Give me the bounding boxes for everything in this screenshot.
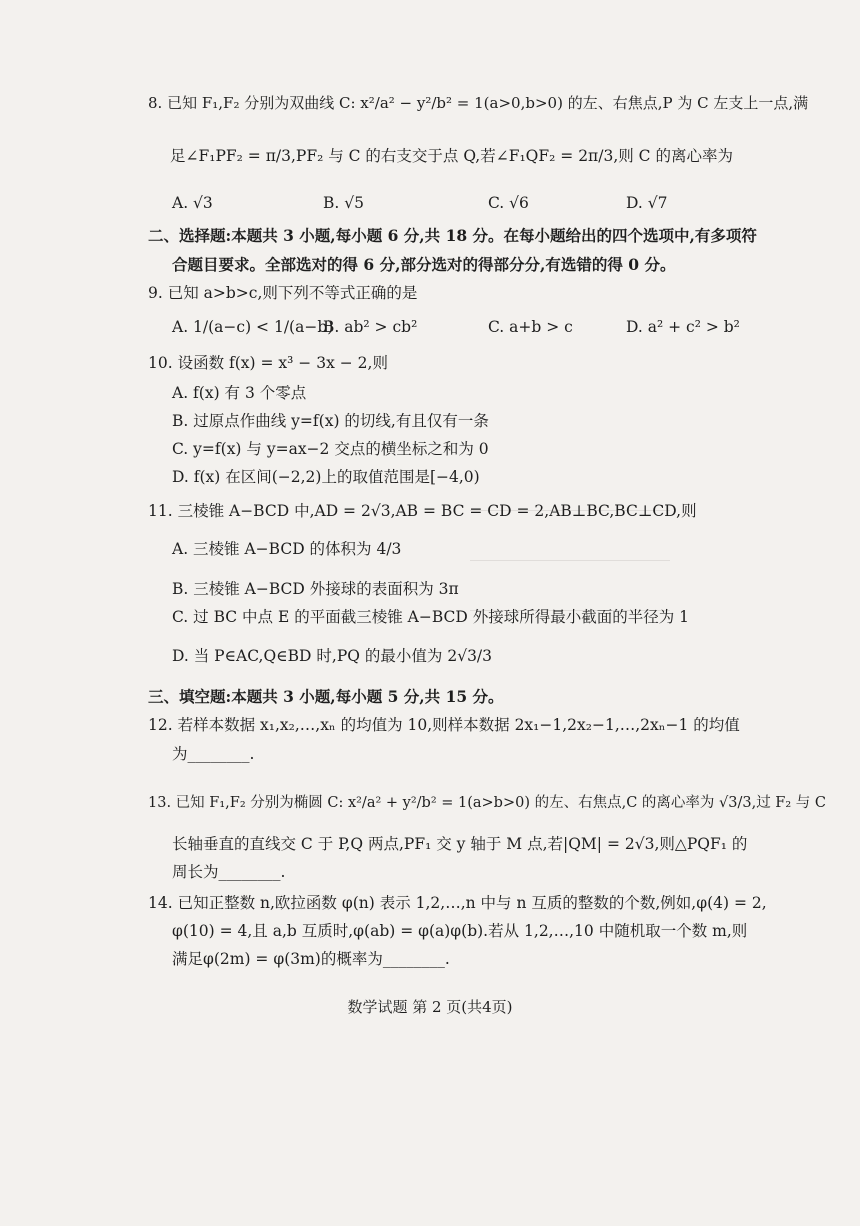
q14-line3: 满足φ(2m) = φ(3m)的概率为________. — [172, 950, 450, 968]
section2-heading-line1: 二、选择题:本题共 3 小题,每小题 6 分,共 18 分。在每小题给出的四个选项中,有多项符 — [148, 226, 757, 245]
q8-option-d: D. √7 — [626, 194, 668, 212]
q11-option-c: C. 过 BC 中点 E 的平面截三棱锥 A−BCD 外接球所得最小截面的半径为 1 — [172, 608, 690, 626]
q8-option-c: C. √6 — [488, 194, 529, 212]
q9-option-b: B. ab² > cb² — [323, 318, 418, 336]
q8-line1: 8. 已知 F₁,F₂ 分别为双曲线 C: x²/a² − y²/b² = 1(a>0,b>0) 的左、右焦点,P 为 C 左支上一点,满 — [148, 94, 809, 112]
q14-line1: 14. 已知正整数 n,欧拉函数 φ(n) 表示 1,2,…,n 中与 n 互质的整数的个数,例如,φ(4) = 2, — [148, 894, 767, 912]
q8-line2: 足∠F₁PF₂ = π/3,PF₂ 与 C 的右支交于点 Q,若∠F₁QF₂ = 2π/3,则 C 的离心率为 — [170, 147, 733, 165]
q11-option-a: A. 三棱锥 A−BCD 的体积为 4/3 — [172, 540, 402, 558]
q9-option-d: D. a² + c² > b² — [626, 318, 740, 336]
q9-stem: 9. 已知 a>b>c,则下列不等式正确的是 — [148, 284, 418, 302]
q10-option-a: A. f(x) 有 3 个零点 — [172, 384, 307, 402]
q12-line2: 为________. — [172, 745, 255, 763]
q14-line2: φ(10) = 4,且 a,b 互质时,φ(ab) = φ(a)φ(b).若从 1,2,…,10 中随机取一个数 m,则 — [172, 922, 748, 940]
q12-line1: 12. 若样本数据 x₁,x₂,…,xₙ 的均值为 10,则样本数据 2x₁−1,2x₂−1,…,2xₙ−1 的均值 — [148, 716, 740, 734]
q10-stem: 10. 设函数 f(x) = x³ − 3x − 2,则 — [148, 354, 388, 372]
q11-option-b: B. 三棱锥 A−BCD 外接球的表面积为 3π — [172, 580, 459, 598]
section2-heading-line2: 合题目要求。全部选对的得 6 分,部分选对的得部分分,有选错的得 0 分。 — [172, 255, 676, 274]
q13-line3: 周长为________. — [172, 863, 286, 881]
q11-stem: 11. 三棱锥 A−BCD 中,AD = 2√3,AB = BC = CD = 2,AB⊥BC,BC⊥CD,则 — [148, 502, 697, 520]
q11-option-d: D. 当 P∈AC,Q∈BD 时,PQ 的最小值为 2√3/3 — [172, 647, 493, 665]
bleed-through-mark — [470, 560, 670, 561]
q10-option-d: D. f(x) 在区间(−2,2)上的取值范围是[−4,0) — [172, 468, 480, 486]
page-footer: 数学试题 第 2 页(共4页) — [347, 998, 513, 1016]
q10-option-c: C. y=f(x) 与 y=ax−2 交点的横坐标之和为 0 — [172, 440, 489, 458]
q9-option-c: C. a+b > c — [488, 318, 573, 336]
q13-line1: 13. 已知 F₁,F₂ 分别为椭圆 C: x²/a² + y²/b² = 1(a>b>0) 的左、右焦点,C 的离心率为 √3/3,过 F₂ 与 C — [148, 795, 826, 811]
q10-option-b: B. 过原点作曲线 y=f(x) 的切线,有且仅有一条 — [172, 412, 489, 430]
q8-option-b: B. √5 — [323, 194, 364, 212]
section3-heading: 三、填空题:本题共 3 小题,每小题 5 分,共 15 分。 — [148, 687, 504, 706]
q13-line2: 长轴垂直的直线交 C 于 P,Q 两点,PF₁ 交 y 轴于 M 点,若|QM| = 2√3,则△PQF₁ 的 — [172, 835, 748, 853]
q8-option-a: A. √3 — [172, 194, 213, 212]
q9-option-a: A. 1/(a−c) < 1/(a−b) — [172, 318, 334, 336]
